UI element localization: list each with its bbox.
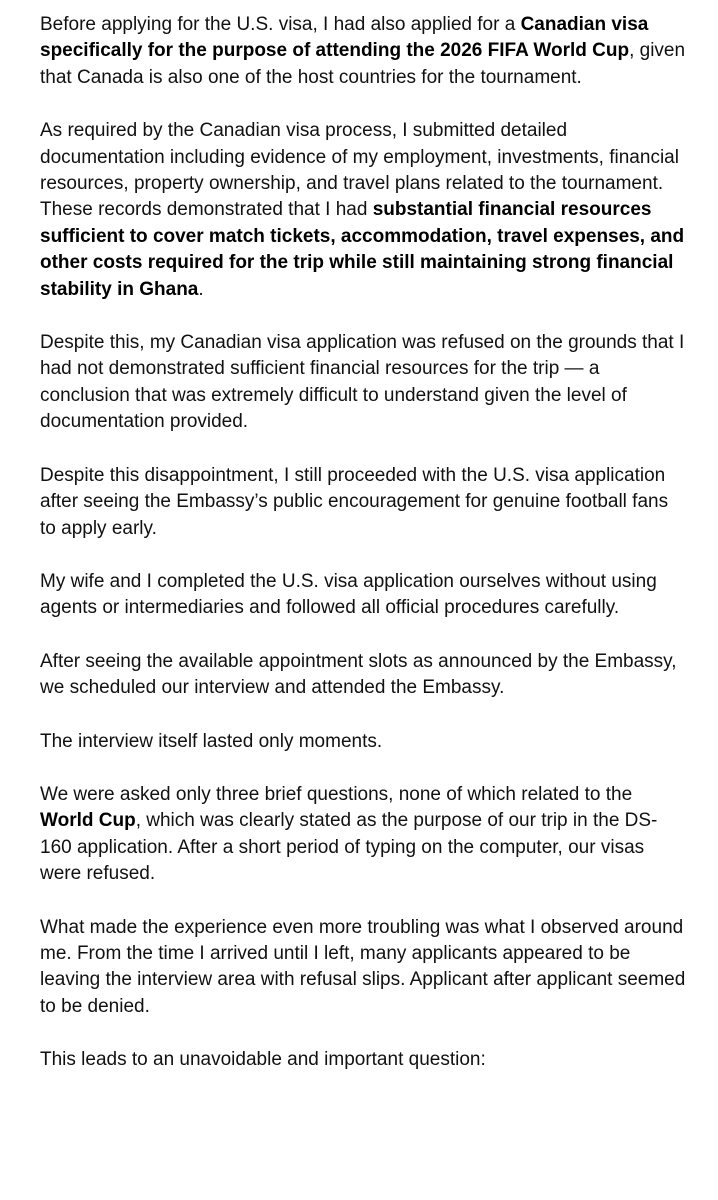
bold-text-run: World Cup	[40, 810, 136, 832]
paragraph-us-application	[40, 463, 688, 542]
text-run: , which was clearly stated as the purpose of our trip in the DS-160 application. After a short period of typing on the computer, our visas were refused.	[40, 810, 658, 885]
text-run: We were asked only three brief questions, none of which related to the	[40, 783, 633, 805]
text-run: Before applying for the U.S. visa, I had also applied for a	[40, 14, 521, 35]
paragraph-interview-questions	[40, 782, 688, 888]
paragraph-canadian-visa	[40, 12, 688, 91]
paragraph-self-application	[40, 569, 688, 622]
text-run: This leads to an unavoidable and important question:	[40, 1049, 486, 1071]
text-run: As required by the Canadian visa process, I submitted detailed documentation including evidence of my employment, investments, financial resources, property ownership, and travel plans related to the tournament. These records demonstrated that I had	[40, 120, 679, 221]
paragraph-documentation	[40, 118, 688, 303]
paragraph-question-lead	[40, 1047, 688, 1073]
text-run: .	[198, 278, 204, 300]
text-run: My wife and I completed the U.S. visa application ourselves without using agents or intermediaries and followed all official procedures carefully.	[40, 570, 657, 619]
text-run: The interview itself lasted only moments.	[40, 730, 383, 752]
text-run: , given that Canada is also one of the host countries for the tournament.	[40, 40, 686, 88]
bold-text-run: substantial financial resources sufficient to cover match tickets, accommodation, travel expenses, and other costs required for the trip while still maintaining strong financial stability in Ghana	[40, 199, 685, 300]
text-run: Despite this disappointment, I still proceeded with the U.S. visa application after seeing the Embassy’s public encouragement for genuine football fans to apply early.	[40, 464, 669, 539]
text-run: Despite this, my Canadian visa application was refused on the grounds that I had not demonstrated sufficient financial resources for the trip — a conclusion that was extremely difficult to understand given the level of documentation provided.	[40, 332, 685, 433]
text-run: What made the experience even more troubling was what I observed around me. From the time I arrived until I left, many applicants appeared to be leaving the interview area with refusal slips. Applicant after applicant seemed to be denied.	[40, 916, 686, 1017]
paragraph-observations	[40, 915, 688, 1021]
paragraph-appointment	[40, 649, 688, 702]
paragraph-interview-length	[40, 729, 688, 755]
bold-text-run: Canadian visa specifically for the purpose of attending the 2026 FIFA World Cup	[40, 14, 649, 62]
paragraph-canadian-refusal	[40, 330, 688, 436]
text-run: After seeing the available appointment slots as announced by the Embassy, we scheduled our interview and attended the Embassy.	[40, 650, 677, 699]
